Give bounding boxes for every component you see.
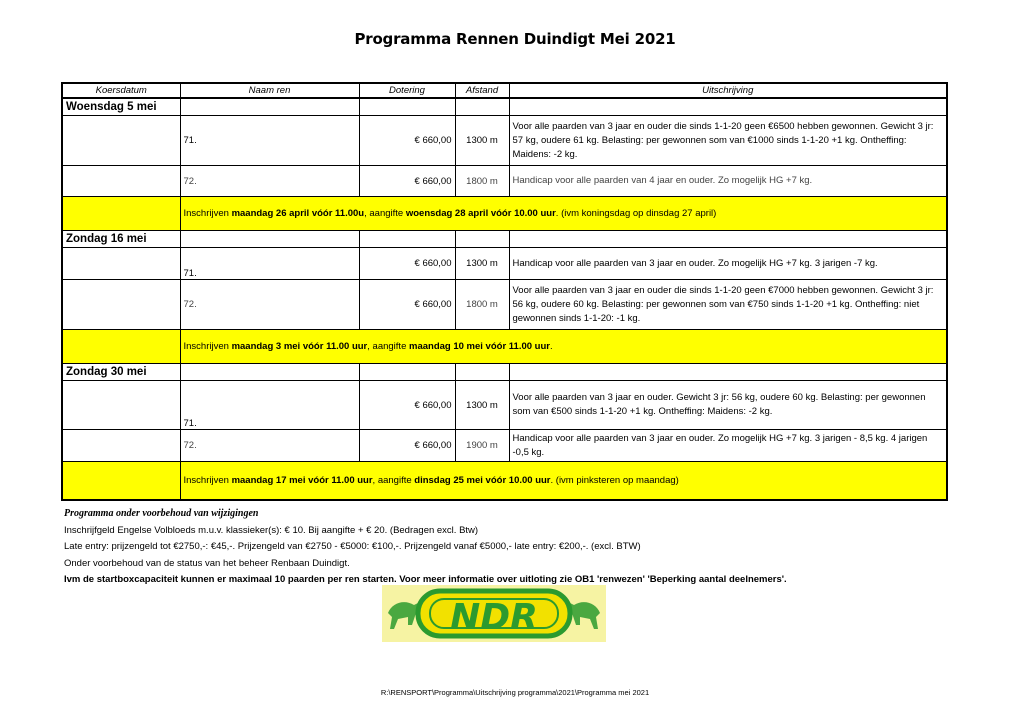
race-dotering: € 660,00 bbox=[359, 166, 455, 197]
race-row bbox=[62, 248, 947, 280]
note-status: Onder voorbehoud van de status van het beheer Renbaan Duindigt. bbox=[64, 557, 350, 569]
ndr-logo bbox=[382, 585, 606, 642]
race-desc: Voor alle paarden van 3 jaar en ouder. Gewicht 3 jr: 56 kg, oudere 60 kg. Belasting: per gewonnen som van €500 sinds 1-1-20 +1 kg. Ontheffing: Maidens: -2 kg. bbox=[509, 381, 947, 430]
race-number: 71. bbox=[180, 116, 359, 166]
day-row bbox=[62, 364, 947, 381]
inschrijving-text: Inschrijven maandag 17 mei vóór 11.00 uur, aangifte dinsdag 25 mei vóór 10.00 uur. (ivm pinksteren op maandag) bbox=[180, 462, 947, 500]
race-dotering: € 660,00 bbox=[359, 116, 455, 166]
race-row bbox=[62, 280, 947, 330]
note-inschrijfgeld: Inschrijfgeld Engelse Volbloeds m.u.v. klassieker(s): € 10. Bij aangifte + € 20. (Bedragen excl. Btw) bbox=[64, 524, 479, 536]
race-number: 72. bbox=[180, 430, 359, 462]
race-number: 72. bbox=[180, 280, 359, 330]
race-number: 71. bbox=[180, 381, 359, 430]
page-title: Programma Rennen Duindigt Mei 2021 bbox=[354, 30, 676, 48]
race-row bbox=[62, 166, 947, 197]
race-afstand: 1300 m bbox=[455, 248, 509, 280]
race-afstand: 1300 m bbox=[455, 381, 509, 430]
note-late-entry: Late entry: prijzengeld tot €2750,-: €45,-. Prijzengeld van €2750 - €5000: €100,-. Prijzengeld vanaf €5000,- late entry: €200,-. (excl. BTW) bbox=[64, 541, 641, 552]
header-koersdatum: Koersdatum bbox=[62, 83, 180, 98]
race-desc: Voor alle paarden van 3 jaar en ouder die sinds 1-1-20 geen €7000 hebben gewonnen. Gewicht 3 jr: 56 kg, oudere 60 kg. Belasting: per gewonnen som van €750 sinds 1-1-20 +1 kg. Ontheffing: niet gewonnen sinds 1-1-20: -1 kg. bbox=[509, 280, 947, 330]
note-startbox: Ivm de startboxcapaciteit kunnen er maximaal 10 paarden per ren starten. Voor meer informatie over uitloting zie OB1 'renwezen' 'Beperking aantal deelnemers'. bbox=[64, 574, 787, 585]
race-dotering: € 660,00 bbox=[359, 430, 455, 462]
race-dotering: € 660,00 bbox=[359, 280, 455, 330]
race-number: 72. bbox=[180, 166, 359, 197]
day-date: Zondag 30 mei bbox=[62, 364, 180, 381]
race-row bbox=[62, 116, 947, 166]
day-row bbox=[62, 231, 947, 248]
inschrijving-text: Inschrijven maandag 26 april vóór 11.00u, aangifte woensdag 28 april vóór 10.00 uur. (ivm koningsdag op dinsdag 27 april) bbox=[180, 197, 947, 231]
header-dotering: Dotering bbox=[359, 83, 455, 98]
header-uitschrijving: Uitschrijving bbox=[509, 83, 947, 98]
note-voorbehoud: Programma onder voorbehoud van wijzigingen bbox=[64, 508, 259, 519]
inschrijving-row bbox=[62, 330, 947, 364]
race-number: 71. bbox=[180, 248, 359, 280]
header-afstand: Afstand bbox=[455, 83, 509, 98]
race-afstand: 1300 m bbox=[455, 116, 509, 166]
race-dotering: € 660,00 bbox=[359, 248, 455, 280]
race-desc: Handicap voor alle paarden van 3 jaar en ouder. Zo mogelijk HG +7 kg. 3 jarigen -7 kg. bbox=[509, 248, 947, 280]
table-header-row bbox=[62, 83, 947, 98]
footer-path: R:\RENSPORT\Programma\Uitschrijving programma\2021\Programma mei 2021 bbox=[380, 688, 650, 697]
race-desc: Handicap voor alle paarden van 3 jaar en ouder. Zo mogelijk HG +7 kg. 3 jarigen - 8,5 kg. 4 jarigen -0,5 kg. bbox=[509, 430, 947, 462]
race-dotering: € 660,00 bbox=[359, 381, 455, 430]
inschrijving-row bbox=[62, 197, 947, 231]
program-table bbox=[61, 82, 948, 501]
inschrijving-row bbox=[62, 462, 947, 500]
race-afstand: 1800 m bbox=[455, 280, 509, 330]
day-date: Woensdag 5 mei bbox=[62, 98, 180, 116]
notes-block bbox=[64, 506, 787, 589]
logo-text: NDR bbox=[450, 597, 538, 638]
race-row bbox=[62, 381, 947, 430]
race-row bbox=[62, 430, 947, 462]
day-date: Zondag 16 mei bbox=[62, 231, 180, 248]
race-desc: Voor alle paarden van 3 jaar en ouder die sinds 1-1-20 geen €6500 hebben gewonnen. Gewicht 3 jr: 57 kg, oudere 61 kg. Belasting: per gewonnen som van €1000 sinds 1-1-20 +1 kg. Ontheffing: Maidens: -2 kg. bbox=[509, 116, 947, 166]
race-afstand: 1900 m bbox=[455, 430, 509, 462]
inschrijving-text: Inschrijven maandag 3 mei vóór 11.00 uur, aangifte maandag 10 mei vóór 11.00 uur. bbox=[180, 330, 947, 364]
race-desc: Handicap voor alle paarden van 4 jaar en ouder. Zo mogelijk HG +7 kg. bbox=[509, 166, 947, 197]
header-naam-ren: Naam ren bbox=[180, 83, 359, 98]
day-row bbox=[62, 98, 947, 116]
race-afstand: 1800 m bbox=[455, 166, 509, 197]
